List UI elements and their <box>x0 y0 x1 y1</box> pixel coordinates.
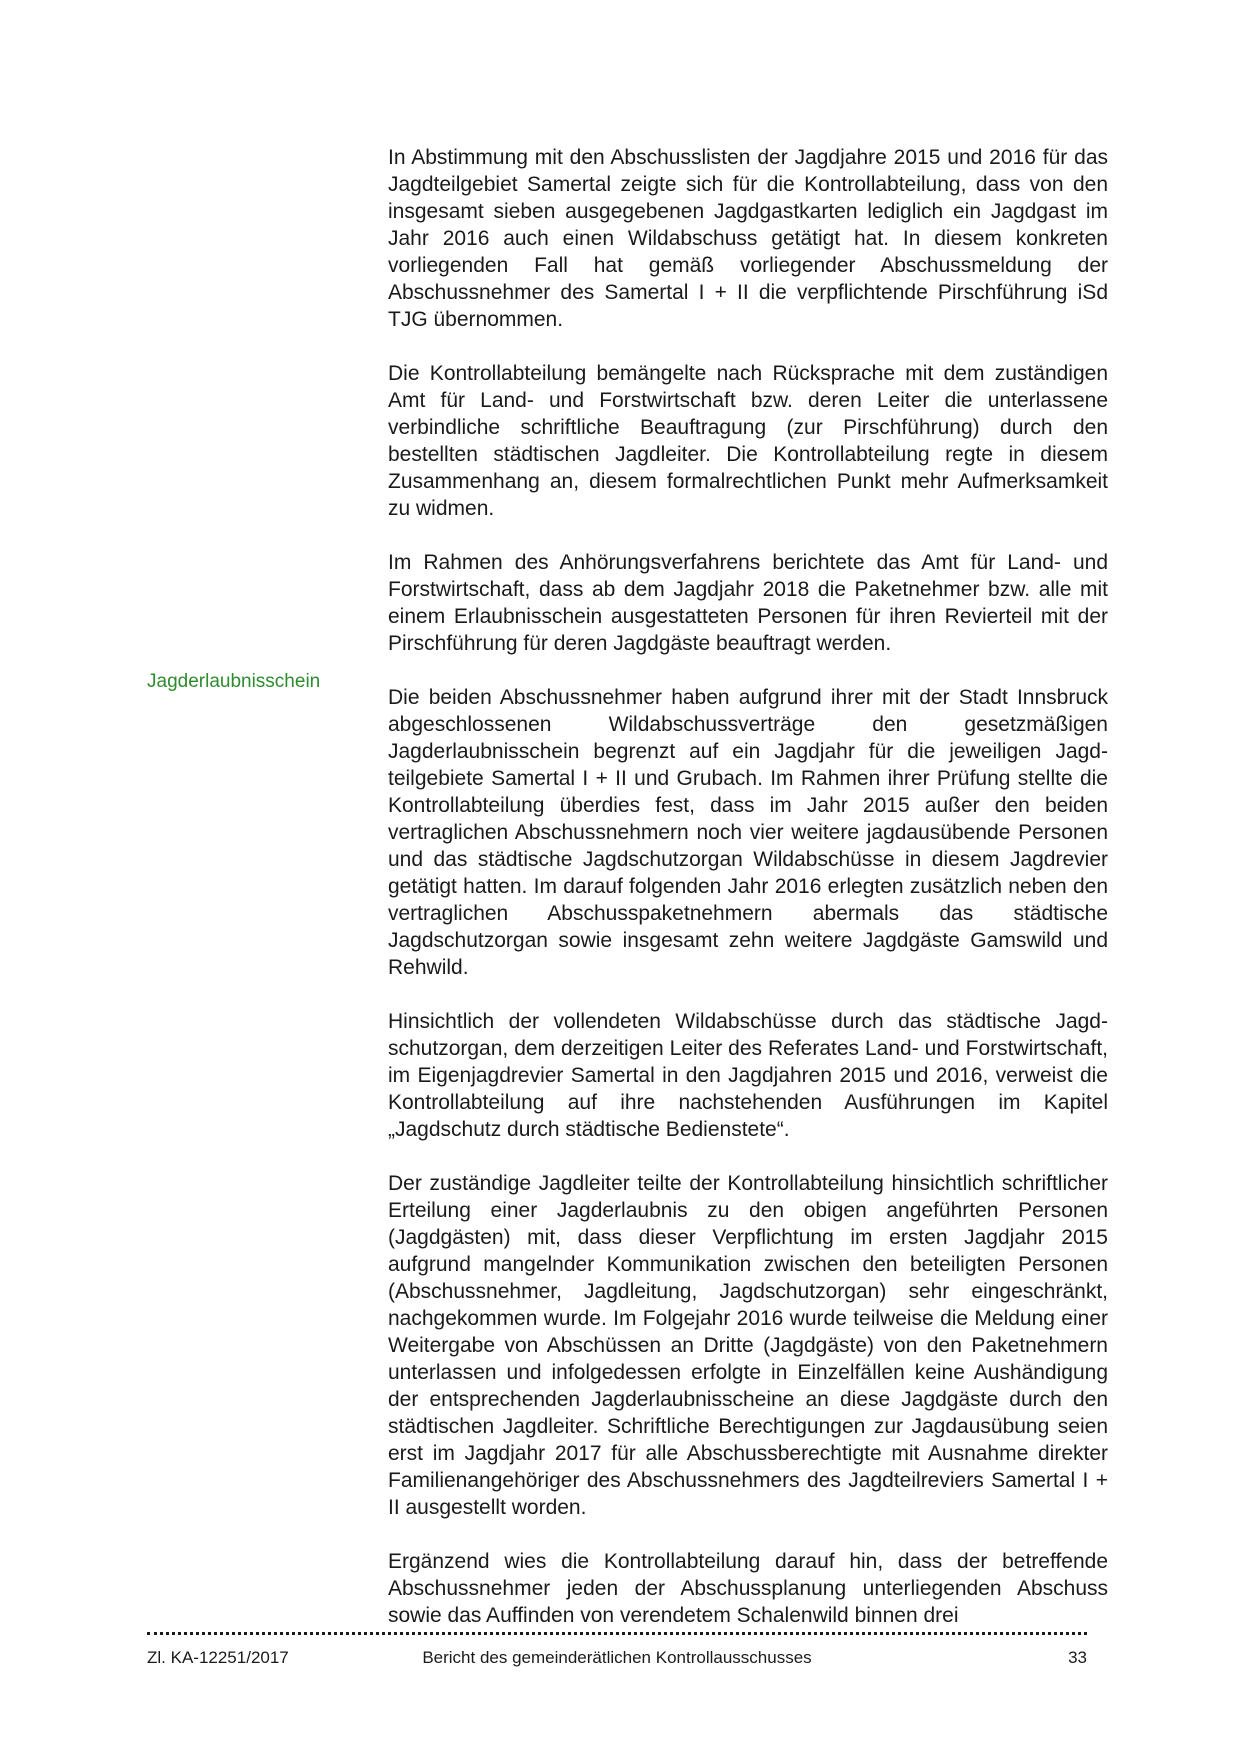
body-text-column <box>388 144 1108 1629</box>
page-footer <box>147 1645 1087 1671</box>
paragraph-jagderlaubnisschein: Die beiden Abschussnehmer haben aufgrund ihrer mit der Stadt Innsbruck abgeschlossenen Wildabschussverträge den gesetzmäßigen Jagderlaubnisschein begrenzt auf ein Jagdjahr für die jeweiligen Jagdteilgebiete Samertal I + II und Grubach. Im Rahmen ihrer Prüfung stellte die Kontrollabteilung überdies fest, dass im Jahr 2015 außer den beiden vertraglichen Abschussnehmern noch vier weitere jagdausübende Personen und das städtische Jagdschutzorgan Wildabschüsse in diesem Jagdrevier getätigt hatten. Im darauf folgenden Jahr 2016 erlegten zusätzlich neben den vertraglichen Abschusspaketnehmern abermals das städtische Jagdschutzorgan sowie insgesamt zehn weitere Jagdgäste Gamswild und Rehwild. <box>388 686 1108 979</box>
footer-report-title: Bericht des gemeinderätlichen Kontrollausschusses <box>422 1648 812 1667</box>
margin-heading: Jagderlaubnisschein <box>147 671 321 692</box>
paragraph-anhoerungsverfahren: Im Rahmen des Anhörungsverfahrens berichtete das Amt für Land- und Forstwirtschaft, dass ab dem Jagdjahr 2018 die Paketnehmer bzw. alle mit einem Erlaubnisschein ausgestatteten Personen für ihren Revierteil mit der Pirschführung für deren Jagdgäste beauftragt werden. <box>388 551 1108 655</box>
page-number: 33 <box>1068 1648 1087 1667</box>
paragraph-jagdleiter: Der zuständige Jagdleiter teilte der Kontrollabteilung hinsichtlich schriftlicher Erteilung einer Jagderlaubnis zu den obigen angeführten Personen (Jagdgästen) mit, dass dieser Verpflichtung im ersten Jagdjahr 2015 aufgrund mangelnder Kommunikation zwischen den beteiligten Personen (Abschussnehmer, Jagdleitung, Jagdschutzorgan) sehr eingeschränkt, nachgekommen wurde. Im Folgejahr 2016 wurde teilweise die Meldung einer Weitergabe von Abschüssen an Dritte (Jagdgäste) von den Paketnehmern unterlassen und infolgedessen erfolgte in Einzelfällen keine Aushändigung der entsprechenden Jagderlaubnisscheine an diese Jagdgäste durch den städtischen Jagdleiter. Schriftliche Berechtigungen zur Jagdausübung seien erst im Jagdjahr 2017 für alle Abschussberechtigte mit Ausnahme direkter Familienangehöriger des Abschussnehmers des Jagdteilreviers Samertal I + II ausgestellt worden. <box>388 1172 1108 1519</box>
footer-divider <box>147 1632 1087 1635</box>
paragraph-jagdschutzorgan: Hinsichtlich der vollendeten Wildabschüsse durch das städtische Jagdschutzorgan, dem derzeitigen Leiter des Referates Land- und Forstwirtschaft, im Eigenjagdrevier Samertal in den Jagdjahren 2015 und 2016, verweist die Kontrollabteilung auf ihre nachstehenden Ausführungen im Kapitel „Jagdschutz durch städtische Bedienstete“. <box>388 1010 1108 1141</box>
paragraph-pirschfuehrung: In Abstimmung mit den Abschusslisten der Jagdjahre 2015 und 2016 für das Jagdteilgebiet Samertal zeigte sich für die Kontrollabteilung, dass von den insgesamt sieben ausgegebenen Jagdgastkarten lediglich ein Jagdgast im Jahr 2016 auch einen Wildabschuss getätigt hat. In diesem konkreten vorliegenden Fall hat gemäß vorliegender Abschussmeldung der Abschussnehmer des Samertal I + II die verpflichtende Pirschführung iSd TJG übernommen. <box>388 146 1108 331</box>
footer-reference-number: Zl. KA-12251/2017 <box>147 1648 289 1667</box>
paragraph-bemaengelung: Die Kontrollabteilung bemängelte nach Rücksprache mit dem zuständigen Amt für Land- und Forstwirtschaft bzw. deren Leiter die unterlassene verbindliche schriftliche Beauftragung (zur Pirschführung) durch den bestellten städtischen Jagdleiter. Die Kontrollabteilung regte in diesem Zusammenhang an, diesem formalrechtlichen Punkt mehr Aufmerksamkeit zu widmen. <box>388 362 1108 520</box>
paragraph-ergaenzend: Ergänzend wies die Kontrollabteilung darauf hin, dass der betreffende Abschussnehmer jeden der Abschussplanung unterliegenden Abschuss sowie das Auffinden von verendetem Schalenwild binnen drei <box>388 1550 1108 1627</box>
